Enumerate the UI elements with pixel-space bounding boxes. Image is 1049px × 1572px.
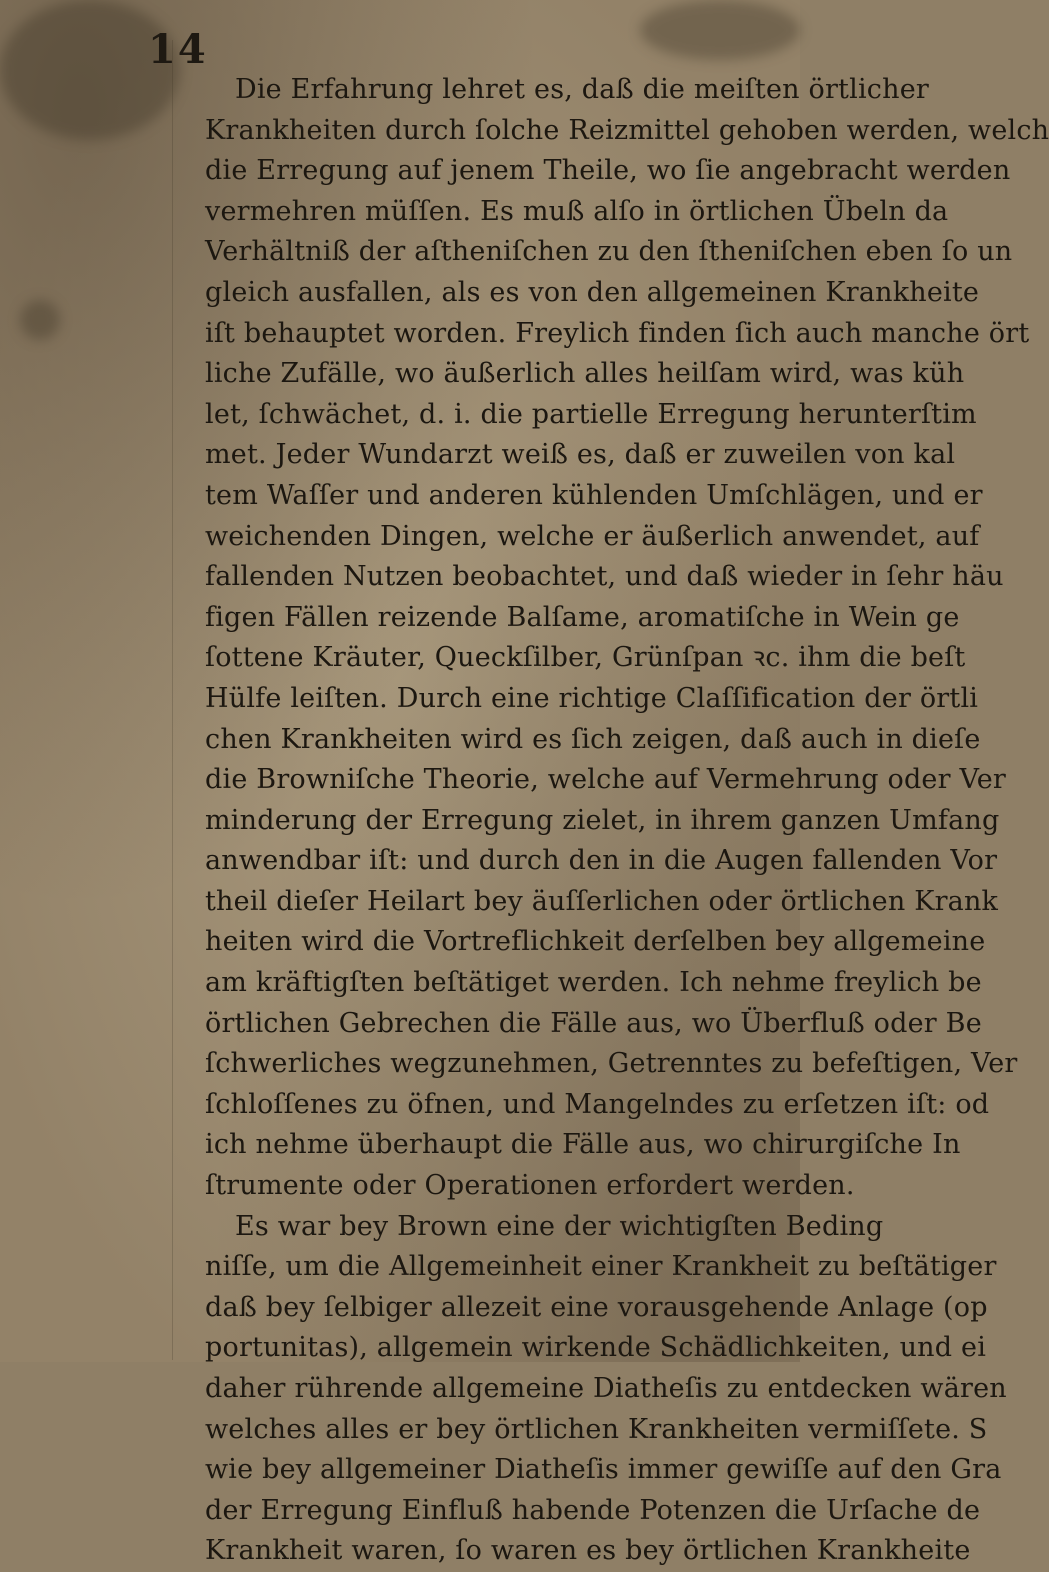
text-line: weichenden Dingen, welche er äußerlich anwendet, auf [205, 520, 980, 552]
text-line: liche Zufälle, wo äußerlich alles heilſam wird, was küh [205, 358, 965, 390]
text-line: theil dieſer Heilart bey äuſſerlichen oder örtlichen Krank [205, 885, 999, 917]
text-line: welches alles er bey örtlichen Krankheiten vermiſſete. S [205, 1413, 988, 1445]
text-line: vermehren müſſen. Es muß alſo in örtlichen Übeln da [205, 195, 949, 227]
text-line: ſchloſſenes zu öfnen, und Mangelndes zu erſetzen iſt: od [205, 1088, 990, 1120]
body-text [205, 70, 1049, 1572]
text-line: der Erregung Einfluß habende Potenzen die Urſache de [205, 1494, 981, 1526]
text-line: figen Fällen reizende Balſame, aromatiſche in Wein ge [205, 601, 960, 633]
text-line: heiten wird die Vortreflichkeit derſelben bey allgemeine [205, 926, 986, 958]
text-line: Krankheit waren, ſo waren es bey örtlichen Krankheite [205, 1535, 971, 1567]
text-line: örtlichen Gebrechen die Fälle aus, wo Überfluß oder Be [205, 1007, 982, 1039]
text-line: Hülfe leiſten. Durch eine richtige Claſſification der örtli [205, 682, 979, 714]
text-line: chen Krankheiten wird es ſich zeigen, daß auch in dieſe [205, 723, 981, 755]
text-line: ſottene Kräuter, Queckſilber, Grünſpan ꝛc. ihm die beſt [205, 642, 966, 674]
text-line: daher rührende allgemeine Diatheſis zu entdecken wären [205, 1373, 1007, 1404]
text-line: Krankheiten durch ſolche Reizmittel gehoben werden, welch [205, 114, 1049, 146]
page-number: 14 [148, 26, 208, 73]
text-line: portunitas), allgemein wirkende Schädlichkeiten, und ei [205, 1332, 987, 1364]
page-margin-shadow [172, 40, 173, 1360]
text-line: let, ſchwächet, d. i. die partielle Erregung herunterſtim [205, 398, 977, 430]
text-line: niſſe, um die Allgemeinheit einer Krankheit zu beſtätiger [205, 1251, 997, 1283]
age-stain [20, 300, 60, 340]
text-line: anwendbar iſt: und durch den in die Augen fallenden Vor [205, 845, 998, 877]
text-line: ſtrumente oder Operationen erfordert werden. [205, 1170, 855, 1202]
text-line: ſchwerliches wegzunehmen, Getrenntes zu befeſtigen, Ver [205, 1048, 1018, 1080]
text-line: die Browniſche Theorie, welche auf Vermehrung oder Ver [205, 764, 1006, 796]
text-line: iſt behauptet worden. Freylich finden ſich auch manche ört [205, 317, 1030, 349]
text-line: fallenden Nutzen beobachtet, und daß wieder in ſehr häu [205, 561, 1004, 593]
text-line: die Erregung auf jenem Theile, wo ſie angebracht werden [205, 155, 1011, 187]
age-stain [640, 0, 800, 60]
text-line: Es war bey Brown eine der wichtigſten Beding [235, 1210, 884, 1242]
text-line: minderung der Erregung zielet, in ihrem ganzen Umfang [205, 804, 1000, 836]
text-line: Verhältniß der aſtheniſchen zu den ſtheniſchen eben ſo un [205, 236, 1013, 268]
text-line: wie bey allgemeiner Diatheſis immer gewiſſe auf den Gra [205, 1454, 1002, 1486]
text-line: ich nehme überhaupt die Fälle aus, wo chirurgiſche In [205, 1129, 961, 1161]
text-line: daß bey ſelbiger allezeit eine vorausgehende Anlage (op [205, 1291, 988, 1323]
text-line: gleich ausfallen, als es von den allgemeinen Krankheite [205, 276, 980, 308]
text-line: met. Jeder Wundarzt weiß es, daß er zuweilen von kal [205, 439, 956, 471]
text-line: Die Erfahrung lehret es, daß die meiſten örtlicher [235, 74, 929, 105]
text-line: am kräftigſten beſtätiget werden. Ich nehme freylich be [205, 967, 982, 999]
text-line: tem Waſſer und anderen kühlenden Umſchlägen, und er [205, 479, 983, 511]
